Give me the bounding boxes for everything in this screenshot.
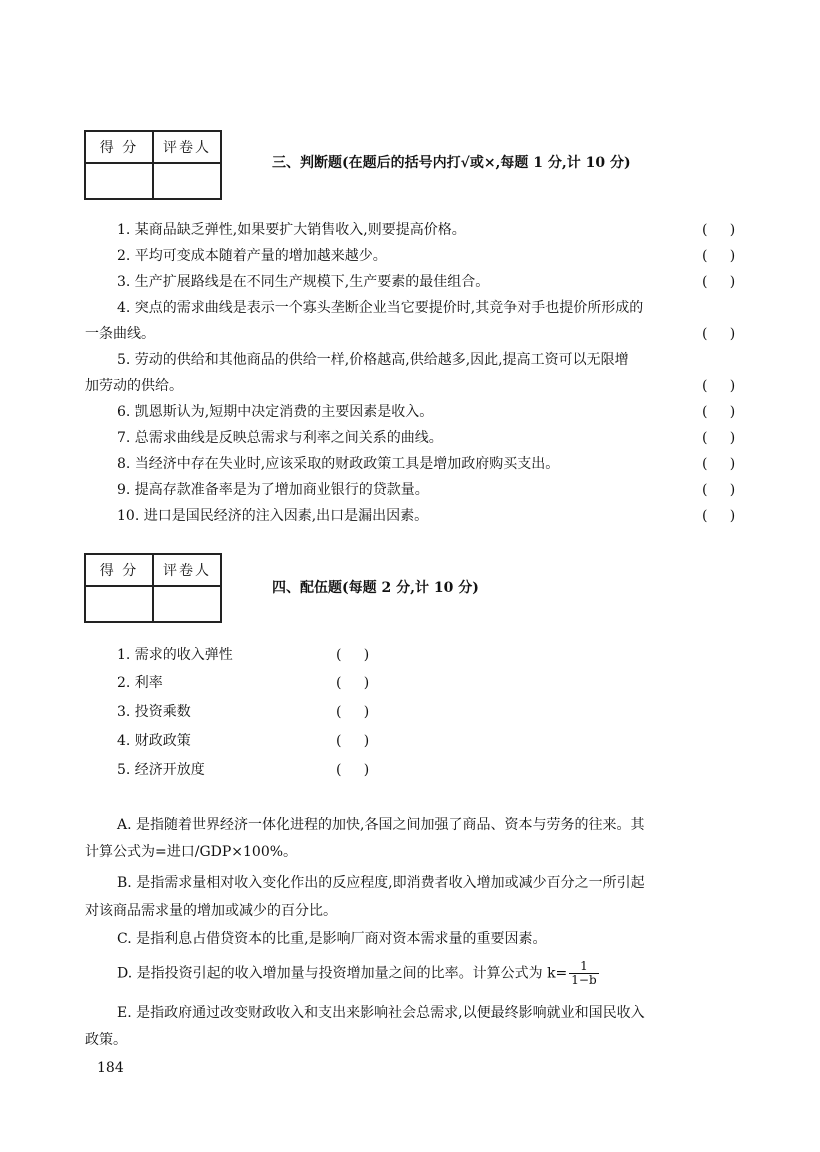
option-e-line1: E. 是指政府通过改变财政收入和支出来影响社会总需求,以便最终影响就业和国民收入	[117, 1005, 645, 1021]
score-label: 得 分	[85, 554, 153, 586]
option-a-line1: A. 是指随着世界经济一体化进程的加快,各国之间加强了商品、资本与劳务的往来。其	[117, 817, 645, 833]
s3-answer-2[interactable]: ( )	[702, 248, 736, 264]
s3-item-7: 7. 总需求曲线是反映总需求与利率之间关系的曲线。	[117, 430, 443, 446]
fraction-denominator: 1−b	[571, 973, 597, 987]
s3-item-8: 8. 当经济中存在失业时,应该采取的财政政策工具是增加政府购买支出。	[117, 456, 560, 472]
s3-answer-7[interactable]: ( )	[702, 430, 736, 446]
s4-answer-5[interactable]: ( )	[336, 762, 370, 778]
option-b-line2: 对该商品需求量的增加或减少的百分比。	[85, 903, 337, 919]
s4-answer-4[interactable]: ( )	[336, 733, 370, 749]
s3-item-1: 1. 某商品缺乏弹性,如果要扩大销售收入,则要提高价格。	[117, 222, 466, 238]
s3-answer-10[interactable]: ( )	[702, 508, 736, 524]
section3-title: 三、判断题(在题后的括号内打√或×,每题 1 分,计 10 分)	[272, 155, 631, 171]
s4-item-4: 4. 财政政策	[117, 733, 191, 749]
score-cell[interactable]	[85, 163, 153, 199]
s4-item-2: 2. 利率	[117, 675, 163, 691]
s3-answer-1[interactable]: ( )	[702, 222, 736, 238]
s3-answer-3[interactable]: ( )	[702, 274, 736, 290]
score-cell[interactable]	[85, 586, 153, 622]
score-label: 得 分	[85, 131, 153, 163]
s3-item-2: 2. 平均可变成本随着产量的增加越来越少。	[117, 248, 387, 264]
s3-item-4-line2: 一条曲线。	[85, 326, 155, 342]
grader-label: 评卷人	[153, 131, 221, 163]
s3-item-6: 6. 凯恩斯认为,短期中决定消费的主要因素是收入。	[117, 404, 434, 420]
score-box-section4	[84, 553, 222, 623]
s3-item-3: 3. 生产扩展路线是在不同生产规模下,生产要素的最佳组合。	[117, 274, 490, 290]
option-c: C. 是指利息占借贷资本的比重,是影响厂商对资本需求量的重要因素。	[117, 931, 547, 947]
section4-title: 四、配伍题(每题 2 分,计 10 分)	[272, 580, 479, 596]
option-b-line1: B. 是指需求量相对收入变化作出的反应程度,即消费者收入增加或减少百分之一所引起	[117, 875, 645, 891]
option-e-line2: 政策。	[85, 1032, 127, 1048]
s4-answer-2[interactable]: ( )	[336, 675, 370, 691]
s3-answer-5[interactable]: ( )	[702, 378, 736, 394]
s3-item-5-line1: 5. 劳动的供给和其他商品的供给一样,价格越高,供给越多,因此,提高工资可以无限增	[117, 352, 629, 368]
s4-item-3: 3. 投资乘数	[117, 704, 191, 720]
s4-item-1: 1. 需求的收入弹性	[117, 647, 233, 663]
score-box-section3	[84, 130, 222, 200]
s3-item-4-line1: 4. 突点的需求曲线是表示一个寡头垄断企业当它要提价时,其竞争对手也提价所形成的	[117, 300, 644, 316]
s3-answer-4[interactable]: ( )	[702, 326, 736, 342]
s3-item-9: 9. 提高存款准备率是为了增加商业银行的贷款量。	[117, 482, 429, 498]
formula-fraction	[569, 960, 598, 987]
option-d-text: D. 是指投资引起的收入增加量与投资增加量之间的比率。计算公式为 k=	[117, 965, 568, 982]
grader-cell[interactable]	[153, 163, 221, 199]
s4-item-5: 5. 经济开放度	[117, 762, 205, 778]
grader-cell[interactable]	[153, 586, 221, 622]
s3-answer-8[interactable]: ( )	[702, 456, 736, 472]
s3-answer-9[interactable]: ( )	[702, 482, 736, 498]
s3-item-5-line2: 加劳动的供给。	[85, 378, 183, 394]
s3-answer-6[interactable]: ( )	[702, 404, 736, 420]
fraction-numerator: 1	[569, 960, 598, 974]
s4-answer-3[interactable]: ( )	[336, 704, 370, 720]
option-a-line2: 计算公式为=进口/GDP×100%。	[85, 844, 298, 860]
s3-item-10: 10. 进口是国民经济的注入因素,出口是漏出因素。	[117, 508, 429, 524]
s4-answer-1[interactable]: ( )	[336, 647, 370, 663]
grader-label: 评卷人	[153, 554, 221, 586]
option-d	[117, 960, 599, 987]
page-number: 184	[97, 1060, 124, 1076]
